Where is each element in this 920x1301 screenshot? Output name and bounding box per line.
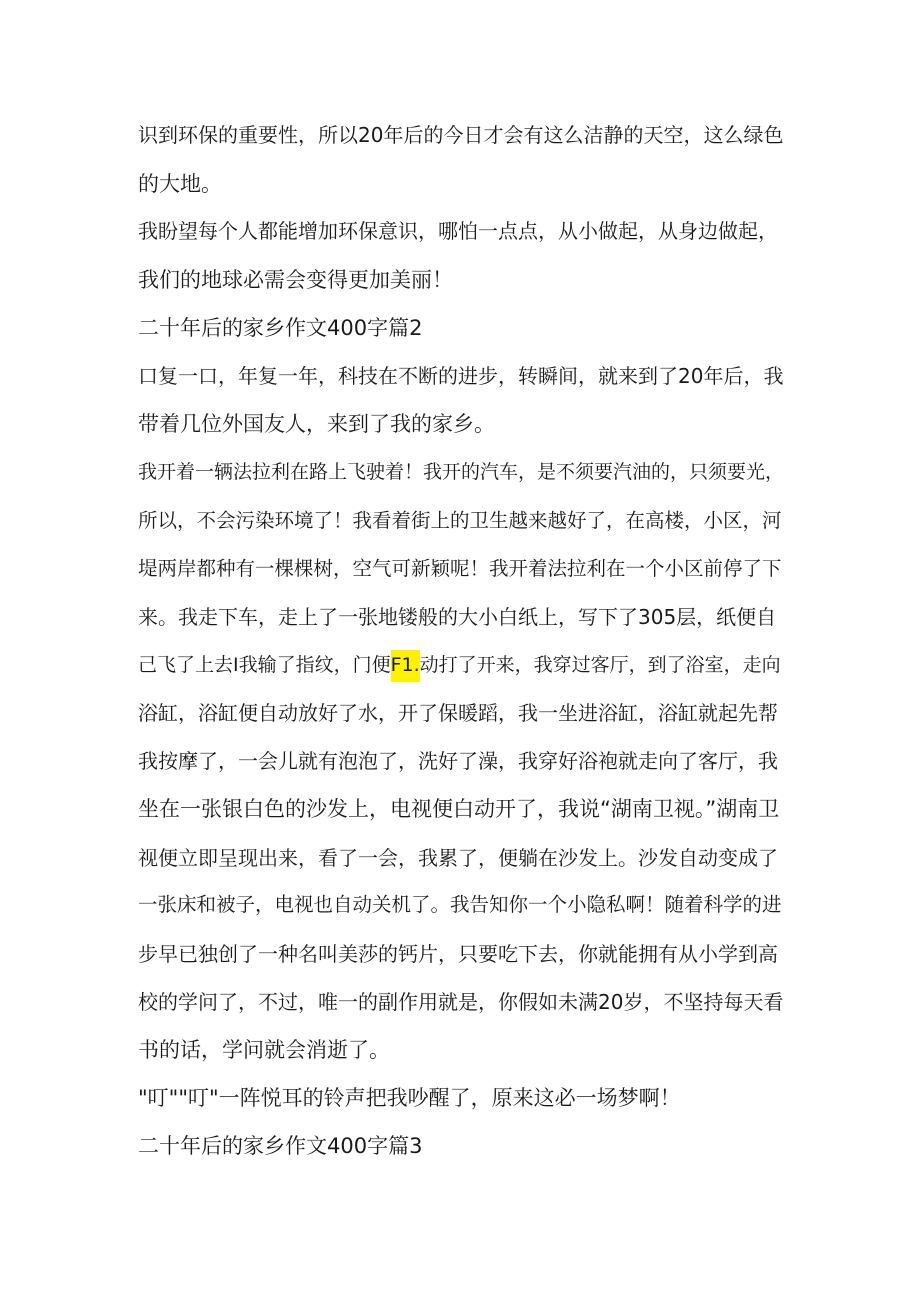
highlighted-text: F1. [391,650,420,682]
text-segment: 己飞了上去I我输了指纹，门便 [138,654,391,676]
text-line: 校的学问了，不过，唯一的副作用就是，你假如未满20岁，不坚持每天看 [138,990,784,1014]
text-line: 带着几位外国友人，来到了我的家乡。 [138,412,495,436]
text-line: 我开着一辆法拉利在路上飞驶着！我开的汽车，是不须要汽油的，只须要光， [138,461,785,483]
text-line: 书的话，学问就会消逝了。 [138,1038,390,1062]
text-line: 识到环保的重要性，所以20年后的今日才会有这么洁静的天空，这么绿色 [138,123,784,147]
text-line: 的大地。 [138,172,222,196]
section-heading: 二十年后的家乡作文400字篇3 [138,1134,423,1158]
text-line: 我按摩了，一会儿就有泡泡了，洗好了澡，我穿好浴袍就走向了客厅，我 [138,749,778,773]
text-line: 来。我走下车，走上了一张地镂般的大小白纸上，写下了305层，纸便自 [138,605,777,629]
text-line [138,651,788,679]
text-line: 口复一口，年复一年，科技在不断的进步，转瞬间，就来到了20年后，我 [138,364,784,388]
text-line: 我盼望每个人都能增加环保意识，哪怕一点点，从小做起，从身边做起， [138,219,778,243]
text-line: 坐在一张银白色的沙发上，电视便白动开了，我说“湖南卫视。”湖南卫 [138,797,780,821]
text-line: 浴缸，浴缸便自动放好了水，开了保暖蹈，我一坐进浴缸，浴缸就起先帮 [138,701,778,725]
text-line: 我们的地球必需会变得更加美丽！ [138,268,453,292]
text-line: "叮""叮"一阵悦耳的铃声把我吵醒了，原来这必一场梦啊！ [138,1086,681,1110]
text-line: 视便立即呈现出来，看了一会，我累了，便躺在沙发上。沙发自动变成了 [138,846,778,870]
section-heading: 二十年后的家乡作文400字篇2 [138,316,423,340]
text-line: 堤两岸都种有一棵棵树，空气可新颖呢！我开着法拉利在一个小区前停了下 [138,557,782,580]
text-line: 一张床和被子，电视也自动关机了。我告知你一个小隐私啊！随着科学的进 [138,893,782,916]
text-line: 步早已独创了一种名叫美莎的钙片，只要吃下去，你就能拥有从小学到高 [138,942,778,966]
text-segment: 动打了开来，我穿过客厅，到了浴室，走向 [419,654,781,676]
text-line: 所以，不会污染环境了！我看着街上的卫生越来越好了，在高楼，小区，河 [138,509,782,532]
